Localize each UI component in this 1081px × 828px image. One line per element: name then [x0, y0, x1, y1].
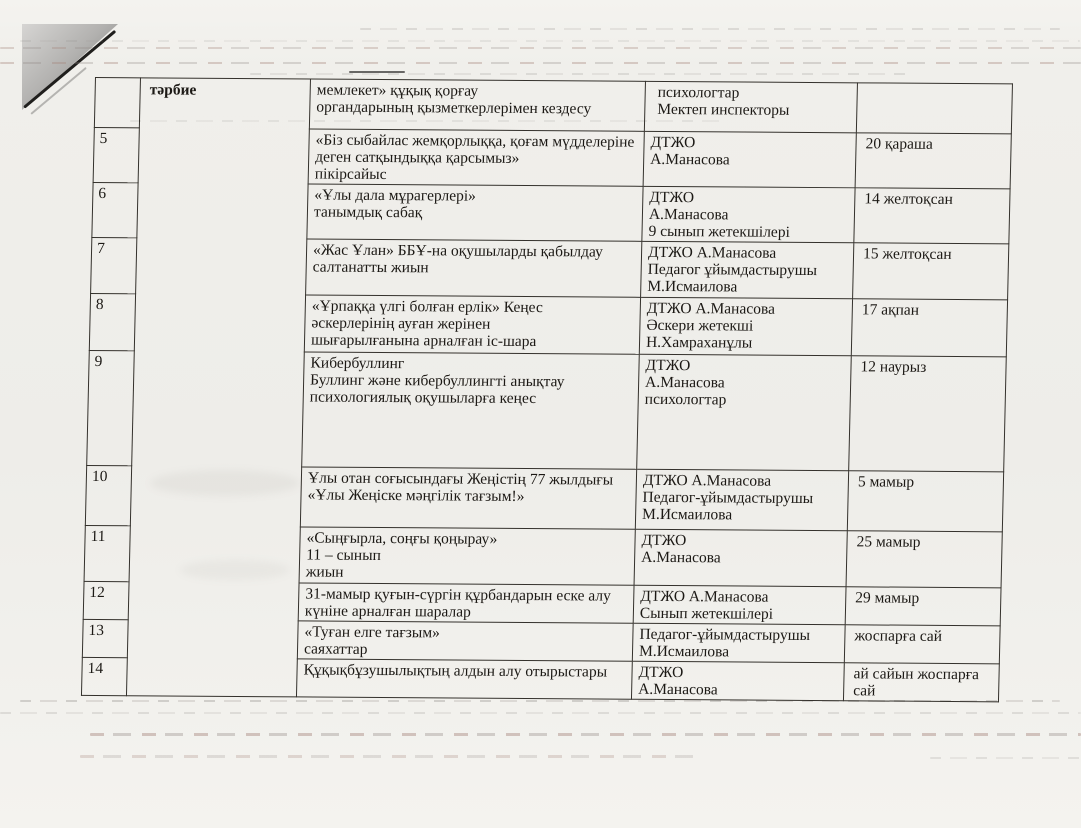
- scan-artifact-streak: [0, 47, 1081, 49]
- date-cell: 17 ақпан: [851, 299, 1007, 357]
- row-number: [94, 78, 140, 128]
- responsible-cell: ДТЖО А.Манасова Сынып жетекшілері: [633, 585, 846, 624]
- scan-artifact-streak: [80, 755, 700, 758]
- activity-cell: 31-мамыр қуғын-сүргін құрбандарын еске алу күніне арналған шаралар: [298, 583, 634, 623]
- date-cell: 20 қараша: [855, 133, 1011, 189]
- date-cell: жоспарға сай: [844, 625, 1000, 664]
- responsible-cell: Педагог-ұйымдастырушы М.Исмаилова: [632, 623, 845, 662]
- responsible-cell: психологтар Мектеп инспекторы: [644, 81, 857, 132]
- activity-cell: «Біз сыбайлас жемқорлыққа, қоғам мүдделеріне деген сатқындыққа қарсымыз» пікірсайыс: [308, 129, 644, 186]
- date-cell: 15 желтоқсан: [853, 243, 1009, 300]
- scan-artifact-streak: [90, 733, 1081, 736]
- row-number: 5: [93, 127, 139, 182]
- responsible-cell: ДТЖО А.Манасова Педагог ұйымдастырушы М.Исмаилова: [641, 241, 854, 298]
- responsible-cell: ДТЖО А.Манасова: [631, 661, 844, 700]
- activity-cell: «Жас Ұлан» ББҰ-на оқушыларды қабылдау салтанатты жиын: [306, 239, 642, 297]
- responsible-cell: ДТЖО А.Манасова Педагог-ұйымдастырушы М.Исмаилова: [635, 469, 848, 530]
- scan-artifact-streak: [360, 28, 1060, 30]
- scan-artifact-streak: [930, 757, 1081, 759]
- activity-cell: «Сыңғырла, соңғы қоңырау» 11 – сынып жиын: [299, 527, 635, 585]
- activity-cell: «Ұлы дала мұрагерлері» танымдық сабақ: [307, 184, 643, 241]
- responsible-cell: ДТЖО А.Манасова психологтар: [637, 354, 852, 470]
- activity-cell: «Туған елге тағзым» саяхаттар: [297, 621, 633, 661]
- responsible-cell: ДТЖО А.Манасова 9 сынып жетекшілері: [642, 186, 855, 242]
- date-cell: 25 мамыр: [846, 531, 1002, 588]
- activity-cell: Кибербуллинг Буллинг және кибербуллингті анықтау психологиялық оқушыларға кеңес: [302, 352, 640, 469]
- activity-cell: «Ұрпаққа үлгі болған ерлік» Кеңес әскерлерінің ауған жерінен шығарылғанына арналған іс-шара: [304, 295, 640, 354]
- row-number: 11: [84, 525, 130, 581]
- row-number: 12: [83, 581, 129, 619]
- activity-cell: Құқықбұзушылықтың алдын алу отырыстары: [296, 659, 632, 699]
- row-number: 10: [85, 465, 131, 525]
- activity-cell: Ұлы отан соғысындағы Жеңістің 77 жылдығы «Ұлы Жеңіске мәңгілік тағзым!»: [300, 467, 636, 529]
- responsible-cell: ДТЖО А.Манасова: [634, 529, 847, 586]
- row-number: 14: [81, 657, 127, 695]
- row-number: 9: [87, 350, 135, 465]
- row-number: 7: [91, 237, 137, 293]
- scan-artifact-streak: [0, 62, 1081, 64]
- date-cell: [856, 83, 1012, 134]
- table-row: [94, 78, 1012, 134]
- date-cell: 29 мамыр: [845, 587, 1001, 626]
- responsible-cell: ДТЖО А.Манасова: [643, 131, 856, 187]
- row-number: 13: [82, 619, 128, 657]
- activity-cell: мемлекет» құқық қорғау органдарының қызметкерлерімен кездесу: [309, 79, 645, 131]
- date-cell: 5 мамыр: [847, 471, 1003, 532]
- row-number: 8: [89, 293, 135, 350]
- date-cell: 14 желтоқсан: [854, 188, 1010, 244]
- scan-artifact-streak: [0, 712, 1081, 714]
- scan-artifact-streak: [250, 73, 910, 75]
- date-cell: 12 наурыз: [849, 356, 1007, 472]
- category-cell: тәрбие: [126, 78, 310, 697]
- row-number: 6: [92, 182, 138, 237]
- plan-table: [81, 77, 1013, 702]
- date-cell: ай сайын жоспарға сай: [843, 663, 999, 702]
- responsible-cell: ДТЖО А.Манасова Әскери жетекші Н.Хамраханұлы: [639, 297, 852, 355]
- scan-artifact-streak: [20, 40, 1080, 42]
